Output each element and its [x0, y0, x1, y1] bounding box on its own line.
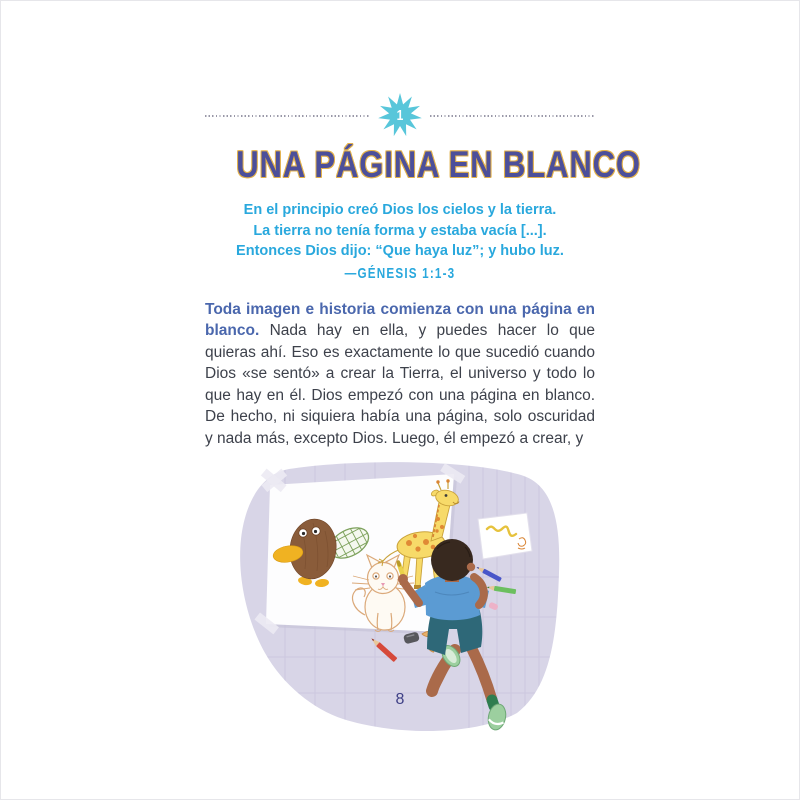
- boy-ear: [467, 563, 475, 571]
- epigraph-line: La tierra no tenía forma y estaba vacía [...].: [253, 222, 547, 239]
- body-continuation: Nada hay en ella, y puedes hacer lo que quieras ahí. Eso es exactamente lo que sucedió cuando Dios «se sentó» a crear la Tierra, el universo y todo lo que hay en él. Dios empezó con una página en blanco. De hecho, ni siquiera había una página, solo oscuridad y nada más, excepto Dios. Luego, él empezó a crear, y: [205, 322, 595, 447]
- chapter-number: 1: [396, 106, 404, 124]
- epigraph-line: Entonces Dios dijo: “Que haya luz”; y hubo luz.: [236, 243, 564, 259]
- epigraph: [205, 200, 595, 282]
- page-number: 8: [395, 691, 405, 708]
- epigraph-attribution: —GÉNESIS 1:1-3: [344, 264, 456, 282]
- boy-hair: [431, 539, 473, 581]
- body-lead-sentence: Toda imagen e historia comienza con una página en blanco.: [205, 300, 595, 339]
- chapter-divider: [205, 91, 595, 139]
- chapter-title: UNA PÁGINA EN BLANCO: [236, 144, 641, 185]
- scrap-paper: [478, 513, 532, 559]
- chapter-badge: [377, 91, 423, 139]
- body-paragraph: [205, 299, 595, 450]
- book-page: [205, 0, 641, 737]
- dotted-rule-right: [430, 115, 595, 117]
- dotted-rule-left: [205, 115, 370, 117]
- epigraph-line: En el principio creó Dios los cielos y la tierra.: [243, 202, 557, 218]
